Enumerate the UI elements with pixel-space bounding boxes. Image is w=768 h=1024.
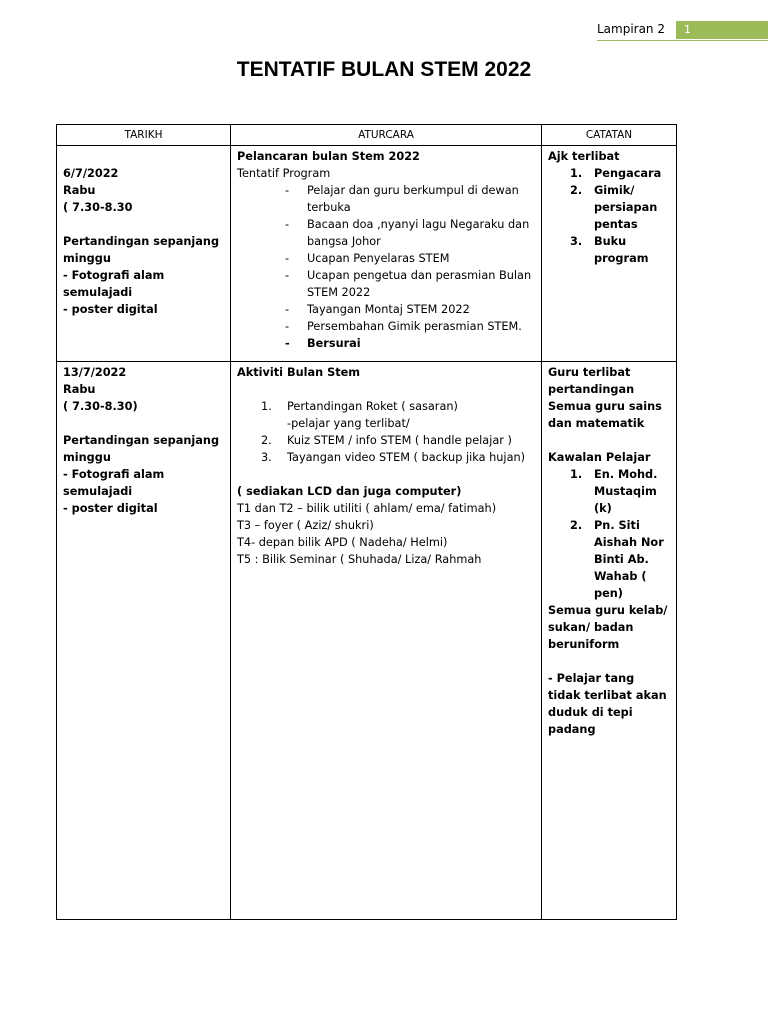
row2-catatan-cell — [542, 362, 677, 920]
list-item: 3. Buku program — [570, 235, 649, 265]
row1-time: ( 7.30-8.30 — [63, 201, 133, 214]
row1-day: Rabu — [63, 184, 96, 197]
row2-tarikh-cell — [57, 362, 231, 920]
row1-competition-item: - poster digital — [63, 303, 158, 316]
row2-kawalan-list — [548, 466, 670, 602]
list-item: -pelajar yang terlibat/ — [287, 417, 410, 430]
list-item: 1. Pengacara — [570, 167, 662, 180]
list-item: - Ucapan Penyelaras STEM — [237, 250, 535, 267]
row1-aturcara-cell — [231, 146, 542, 362]
row2-activity-list — [237, 398, 535, 466]
row1-program-list — [237, 182, 535, 352]
row2-time: ( 7.30-8.30) — [63, 400, 138, 413]
row2-venue: T5 : Bilik Seminar ( Shuhada/ Liza/ Rahmah — [237, 553, 482, 566]
row2-date: 13/7/2022 — [63, 366, 127, 379]
list-item: - Persembahan Gimik perasmian STEM. — [237, 318, 535, 335]
row2-equipment-note: ( sediakan LCD dan juga computer) — [237, 485, 462, 498]
row1-competition-title: Pertandingan sepanjang minggu — [63, 235, 220, 265]
table-row — [57, 146, 677, 362]
list-item: - Pelajar dan guru berkumpul di dewan terbuka — [237, 182, 535, 216]
page-header — [0, 20, 768, 40]
header-tarikh: TARIKH — [57, 125, 231, 146]
row2-day: Rabu — [63, 383, 96, 396]
header-catatan: CATATAN — [542, 125, 677, 146]
row2-competition-title: Pertandingan sepanjang minggu — [63, 434, 220, 464]
row1-ajk-list — [548, 165, 670, 267]
row2-activity-title: Aktiviti Bulan Stem — [237, 366, 361, 379]
row2-venue: T3 – foyer ( Aziz/ shukri) — [237, 519, 374, 532]
row2-aturcara-cell — [231, 362, 542, 920]
row1-date: 6/7/2022 — [63, 167, 119, 180]
list-item: 2. Pn. Siti Aishah Nor Binti Ab. Wahab ( pen) — [570, 519, 664, 600]
row2-pelajar-note: - Pelajar tang tidak terlibat akan duduk di tepi padang — [548, 672, 667, 736]
list-item: 1. En. Mohd. Mustaqim (k) — [570, 468, 658, 515]
row1-catatan-cell — [542, 146, 677, 362]
list-item: 3. Tayangan video STEM ( backup jika hujan) — [261, 451, 526, 464]
header-aturcara: ATURCARA — [231, 125, 542, 146]
row2-kawalan-title: Kawalan Pelajar — [548, 451, 651, 464]
row2-competition-item: - poster digital — [63, 502, 158, 515]
page-number-badge: 1 — [676, 21, 768, 39]
table-row — [57, 362, 677, 920]
row2-venue: T1 dan T2 – bilik utiliti ( ahlam/ ema/ fatimah) — [237, 502, 497, 515]
appendix-label: Lampiran 2 — [596, 22, 665, 36]
list-item: 2. Gimik/ persiapan pentas — [570, 184, 658, 231]
list-item: - Ucapan pengetua dan perasmian Bulan STEM 2022 — [237, 267, 535, 301]
list-item: - Bersurai — [237, 335, 535, 352]
row2-guru-text: Semua guru sains dan matematik — [548, 400, 662, 430]
row2-competition-item: - Fotografi alam semulajadi — [63, 468, 165, 498]
list-item: - Tayangan Montaj STEM 2022 — [237, 301, 535, 318]
row2-venue: T4- depan bilik APD ( Nadeha/ Helmi) — [237, 536, 448, 549]
row2-semua-guru: Semua guru kelab/ sukan/ badan beruniform — [548, 604, 668, 651]
table-header-row — [57, 125, 677, 146]
row1-tarikh-cell — [57, 146, 231, 362]
schedule-table — [56, 124, 677, 920]
list-item: 1. Pertandingan Roket ( sasaran) — [261, 400, 458, 413]
list-item: - Bacaan doa ,nyanyi lagu Negaraku dan bangsa Johor — [237, 216, 535, 250]
row1-competition-item: - Fotografi alam semulajadi — [63, 269, 165, 299]
list-item: 2. Kuiz STEM / info STEM ( handle pelajar ) — [261, 434, 512, 447]
document-title: TENTATIF BULAN STEM 2022 — [236, 58, 532, 81]
row2-guru-title: Guru terlibat pertandingan — [548, 366, 635, 396]
row1-program-title: Pelancaran bulan Stem 2022 — [237, 150, 420, 163]
row1-ajk-title: Ajk terlibat — [548, 150, 620, 163]
row1-program-subtitle: Tentatif Program — [237, 167, 331, 180]
header-divider — [597, 40, 768, 41]
